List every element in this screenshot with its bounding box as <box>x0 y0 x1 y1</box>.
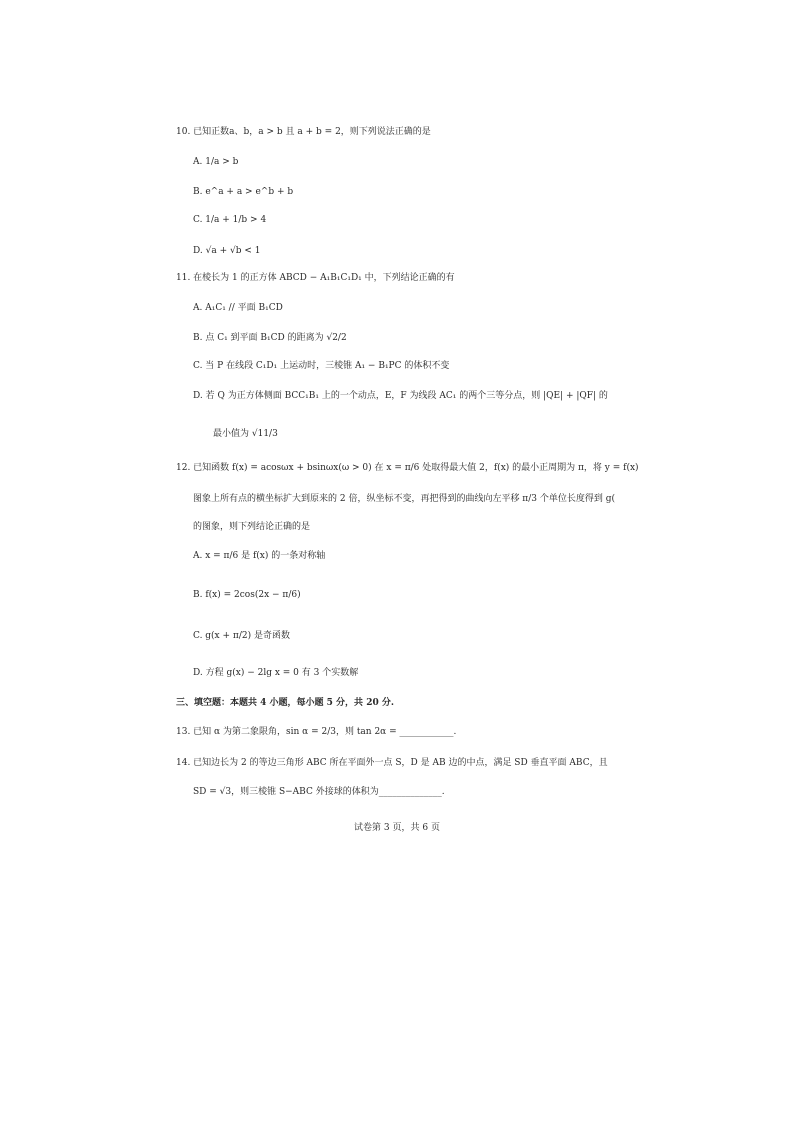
q12-option-a: A. x = π/6 是 f(x) 的一条对称轴 <box>193 551 326 561</box>
section-3-heading: 三、填空题：本题共 4 小题，每小题 5 分，共 20 分. <box>176 698 394 708</box>
q10-option-b: B. e^a + a > e^b + b <box>193 187 294 197</box>
q10-option-a: A. 1/a > b <box>193 157 239 167</box>
q11-option-d-continued: 最小值为 √11/3 <box>213 429 278 439</box>
q12-option-d: D. 方程 g(x) − 2lg x = 0 有 3 个实数解 <box>193 668 359 678</box>
q14-stem: 14. 已知边长为 2 的等边三角形 ABC 所在平面外一点 S，D 是 AB 边的中点，满足 SD 垂直平面 ABC，且 <box>176 758 608 768</box>
q10-option-d: D. √a + √b < 1 <box>193 246 261 256</box>
page-footer: 试卷第 3 页，共 6 页 <box>354 823 440 833</box>
q11-option-d: D. 若 Q 为正方体侧面 BCC₁B₁ 上的一个动点，E，F 为线段 AC₁ 的两个三等分点，则 |QE| + |QF| 的 <box>193 391 608 401</box>
q11-option-b: B. 点 C₁ 到平面 B₁CD 的距离为 √2/2 <box>193 333 347 343</box>
q12-stem-continued-1: 图象上所有点的横坐标扩大到原来的 2 倍，纵坐标不变，再把得到的曲线向左平移 π/3 个单位长度得到 g( <box>193 494 615 504</box>
q12-option-c: C. g(x + π/2) 是奇函数 <box>193 631 290 641</box>
q11-option-a: A. A₁C₁ // 平面 B₁CD <box>193 303 283 313</box>
q14-stem-continued: SD = √3，则三棱锥 S−ABC 外接球的体积为______________. <box>193 787 445 797</box>
q12-option-b: B. f(x) = 2cos(2x − π/6) <box>193 590 301 600</box>
q11-stem: 11. 在棱长为 1 的正方体 ABCD − A₁B₁C₁D₁ 中，下列结论正确的有 <box>176 273 455 283</box>
q12-stem: 12. 已知函数 f(x) = acosωx + bsinωx(ω > 0) 在 x = π/6 处取得最大值 2，f(x) 的最小正周期为 π，将 y = f(x) <box>176 463 639 473</box>
q10-option-c: C. 1/a + 1/b > 4 <box>193 215 267 225</box>
q11-option-c: C. 当 P 在线段 C₁D₁ 上运动时，三棱锥 A₁ − B₁PC 的体积不变 <box>193 361 450 371</box>
q12-stem-continued-2: 的图象，则下列结论正确的是 <box>193 522 311 532</box>
q13: 13. 已知 α 为第二象限角，sin α = 2/3，则 tan 2α = ____________. <box>176 727 457 737</box>
q10-stem: 10. 已知正数a、b，a > b 且 a + b = 2，则下列说法正确的是 <box>176 127 431 137</box>
